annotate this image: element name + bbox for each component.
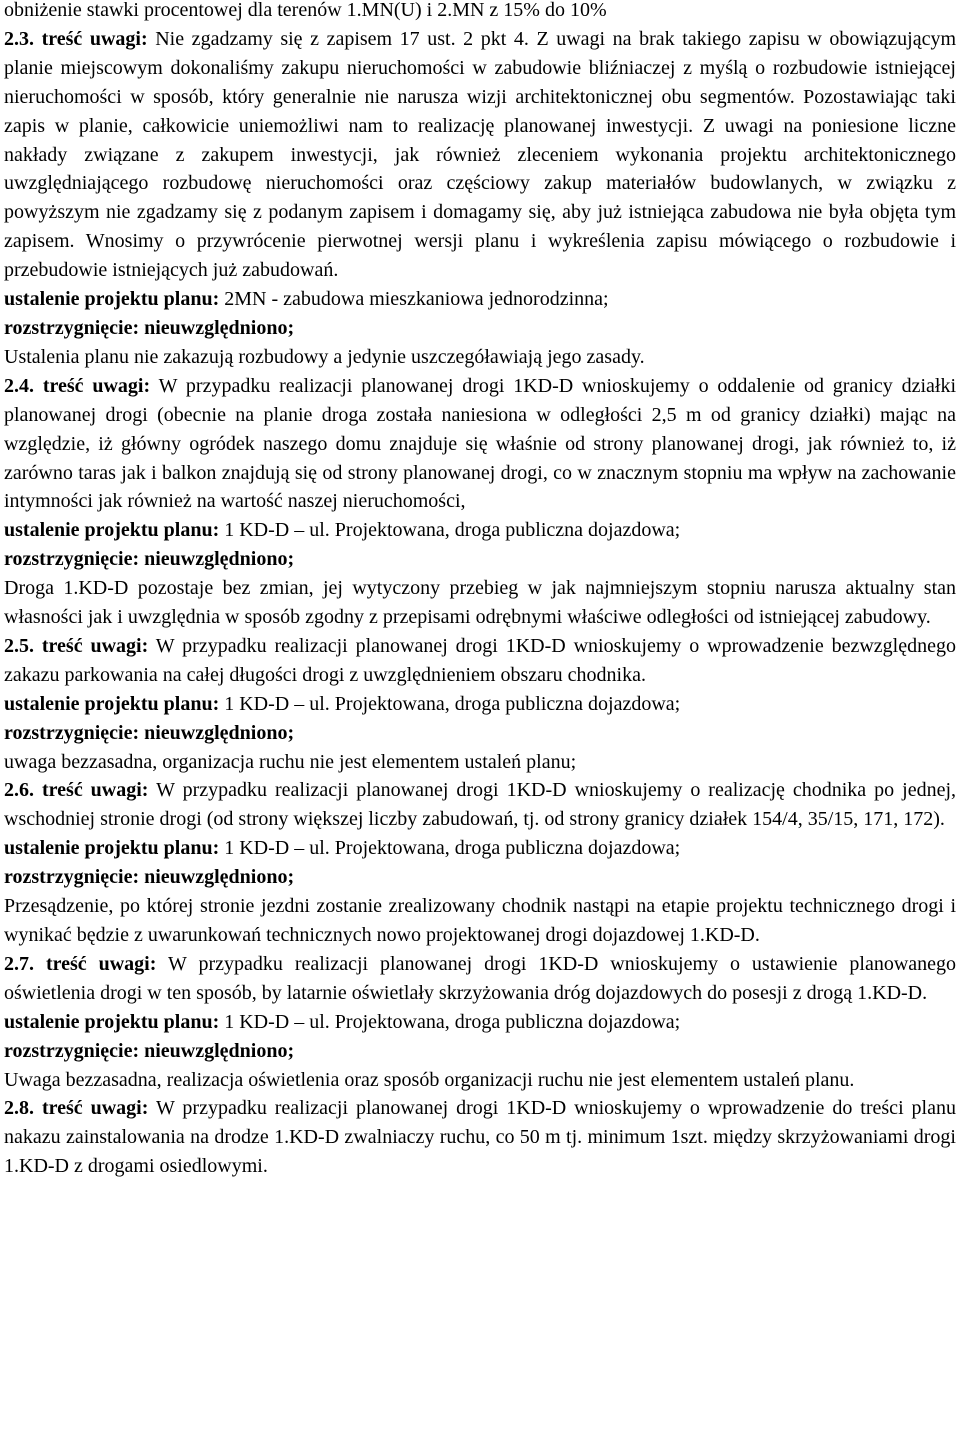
- plan-setting-text: 1 KD-D – ul. Projektowana, droga publiczna dojazdowa;: [224, 1010, 681, 1033]
- remark-label: treść uwagi:: [45, 952, 157, 975]
- plan-setting: [4, 1008, 956, 1037]
- justification: Przesądzenie, po której stronie jezdni zostanie zrealizowany chodnik nastąpi na etapie projektu technicznego drogi i wynikać będzie z uwarunkowań technicznych nowo projektowanej drogi dojazdowej 1.KD-D.: [4, 895, 956, 946]
- remark-number: 2.6.: [4, 779, 34, 802]
- plan-setting: [4, 690, 956, 719]
- plan-setting-label: ustalenie projektu planu:: [4, 519, 220, 542]
- justification: Ustalenia planu nie zakazują rozbudowy a jedynie uszczegóławiają jego zasady.: [4, 345, 645, 368]
- plan-setting-label: ustalenie projektu planu:: [4, 837, 220, 860]
- remark-label: treść uwagi:: [41, 779, 149, 802]
- plan-setting-text: 1 KD-D – ul. Projektowana, droga publiczna dojazdowa;: [224, 837, 681, 860]
- plan-setting: [4, 285, 956, 314]
- remark-label: treść uwagi:: [41, 634, 149, 657]
- justification: uwaga bezzasadna, organizacja ruchu nie jest elementem ustaleń planu;: [4, 750, 577, 773]
- remark-number: 2.8.: [4, 1097, 34, 1120]
- remark-2-7: [4, 950, 956, 1008]
- plan-setting-label: ustalenie projektu planu:: [4, 288, 220, 311]
- remark-2-4: [4, 372, 956, 517]
- remark-text: W przypadku realizacji planowanej drogi 1KD-D wnioskujemy o wprowadzenie bezwzględnego zakazu parkowania na całej długości drogi z uwzględnieniem obszaru chodnika.: [4, 634, 956, 686]
- resolution: [4, 1037, 956, 1066]
- resolution-text: rozstrzygnięcie: nieuwzględniono;: [4, 721, 295, 744]
- plan-setting: [4, 834, 956, 863]
- resolution-text: rozstrzygnięcie: nieuwzględniono;: [4, 316, 295, 339]
- plan-setting-text: 2MN - zabudowa mieszkaniowa jednorodzinna;: [224, 288, 609, 311]
- plan-setting: [4, 516, 956, 545]
- plan-setting-label: ustalenie projektu planu:: [4, 692, 220, 715]
- remark-2-6: [4, 776, 956, 834]
- remark-number: 2.3.: [4, 27, 34, 50]
- remark-2-3: [4, 25, 956, 285]
- resolution-text: rozstrzygnięcie: nieuwzględniono;: [4, 1039, 295, 1062]
- remark-text: W przypadku realizacji planowanej drogi 1KD-D wnioskujemy o ustawienie planowanego oświetlenia drogi w ten sposób, by latarnie oświetlały skrzyżowania dróg dojazdowych do posesji z drogą 1.KD-D.: [4, 952, 957, 1004]
- remark-number: 2.5.: [4, 634, 34, 657]
- remark-label: treść uwagi:: [41, 27, 148, 50]
- resolution: [4, 314, 956, 343]
- resolution-text: rozstrzygnięcie: nieuwzględniono;: [4, 548, 295, 571]
- remark-text: W przypadku realizacji planowanej drogi 1KD-D wnioskujemy o wprowadzenie do treści planu nakazu zainstalowania na drodze 1.KD-D zwalniaczy ruchu, co 50 m tj. minimum 1szt. między skrzyżowaniami drogi 1.KD-D z drogami osiedlowymi.: [4, 1097, 956, 1178]
- remark-text: W przypadku realizacji planowanej drogi 1KD-D wnioskujemy o oddalenie od granicy działki planowanej drogi (obecnie na planie droga została naniesiona w odległości 2,5 m od granicy działki) mając na względzie, iż główny ogródek naszego domu znajduje się właśnie od strony planowanej drogi, jak również to, iż zarówno taras jak i balkon znajdują się od strony planowanej drogi, co w znacznym stopniu ma wpływ na zachowanie intymności jak również na wartość naszej nieruchomości,: [4, 374, 956, 513]
- remark-label: treść uwagi:: [42, 374, 151, 397]
- remark-label: treść uwagi:: [41, 1097, 149, 1120]
- plan-setting-text: 1 KD-D – ul. Projektowana, droga publiczna dojazdowa;: [224, 692, 681, 715]
- remark-2-5: [4, 632, 956, 690]
- resolution: [4, 719, 956, 748]
- plan-setting-label: ustalenie projektu planu:: [4, 1010, 220, 1033]
- justification: Uwaga bezzasadna, realizacja oświetlenia oraz sposób organizacji ruchu nie jest elementem ustaleń planu.: [4, 1068, 855, 1091]
- plan-setting-text: 1 KD-D – ul. Projektowana, droga publiczna dojazdowa;: [224, 519, 681, 542]
- resolution-text: rozstrzygnięcie: nieuwzględniono;: [4, 866, 295, 889]
- remark-number: 2.7.: [4, 952, 34, 975]
- resolution: [4, 545, 956, 574]
- justification: Droga 1.KD-D pozostaje bez zmian, jej wytyczony przebieg w jak najmniejszym stopniu narusza aktualny stan własności jak i uwzględnia w sposób zgodny z przepisami odrębnymi właściwe odległości od istniejącej zabudowy.: [4, 577, 956, 629]
- remark-text: Nie zgadzamy się z zapisem 17 ust. 2 pkt 4. Z uwagi na brak takiego zapisu w obowiązującym planie miejscowym dokonaliśmy zakupu nieruchomości w zabudowie bliźniaczej z myślą o rozbudowie istniejącej nieruchomości w sposób, który generalnie nie narusza wizji architektonicznej obu segmentów. Pozostawiając taki zapis w planie, całkowicie uniemożliwi nam to realizację planowanej inwestycji. Z uwagi na poniesione liczne nakłady związane z zakupem inwestycji, jak również zleceniem wykonania projektu architektonicznego uwzględniającego rozbudowę nieruchomości oraz częściowy zakup materiałów budowlanych, w związku z powyższym nie zgadzamy się z podanym zapisem i domagamy się, aby już istniejąca zabudowa nie była objęta tym zapisem. Wnosimy o przywrócenie pierwotnej wersji planu i wykreślenia zapisu mówiącego o rozbudowie i przebudowie istniejących już zabudowań.: [4, 27, 957, 282]
- remark-text: W przypadku realizacji planowanej drogi 1KD-D wnioskujemy o realizację chodnika po jednej, wschodniej stronie drogi (od strony większej liczby zabudowań, tj. od strony granicy działek 154/4, 35/15, 171, 172).: [4, 779, 957, 831]
- remark-2-8: [4, 1094, 956, 1181]
- intro-text: obniżenie stawki procentowej dla terenów 1.MN(U) i 2.MN z 15% do 10%: [4, 0, 607, 21]
- intro-line: [4, 0, 956, 25]
- resolution: [4, 863, 956, 892]
- remark-number: 2.4.: [4, 374, 34, 397]
